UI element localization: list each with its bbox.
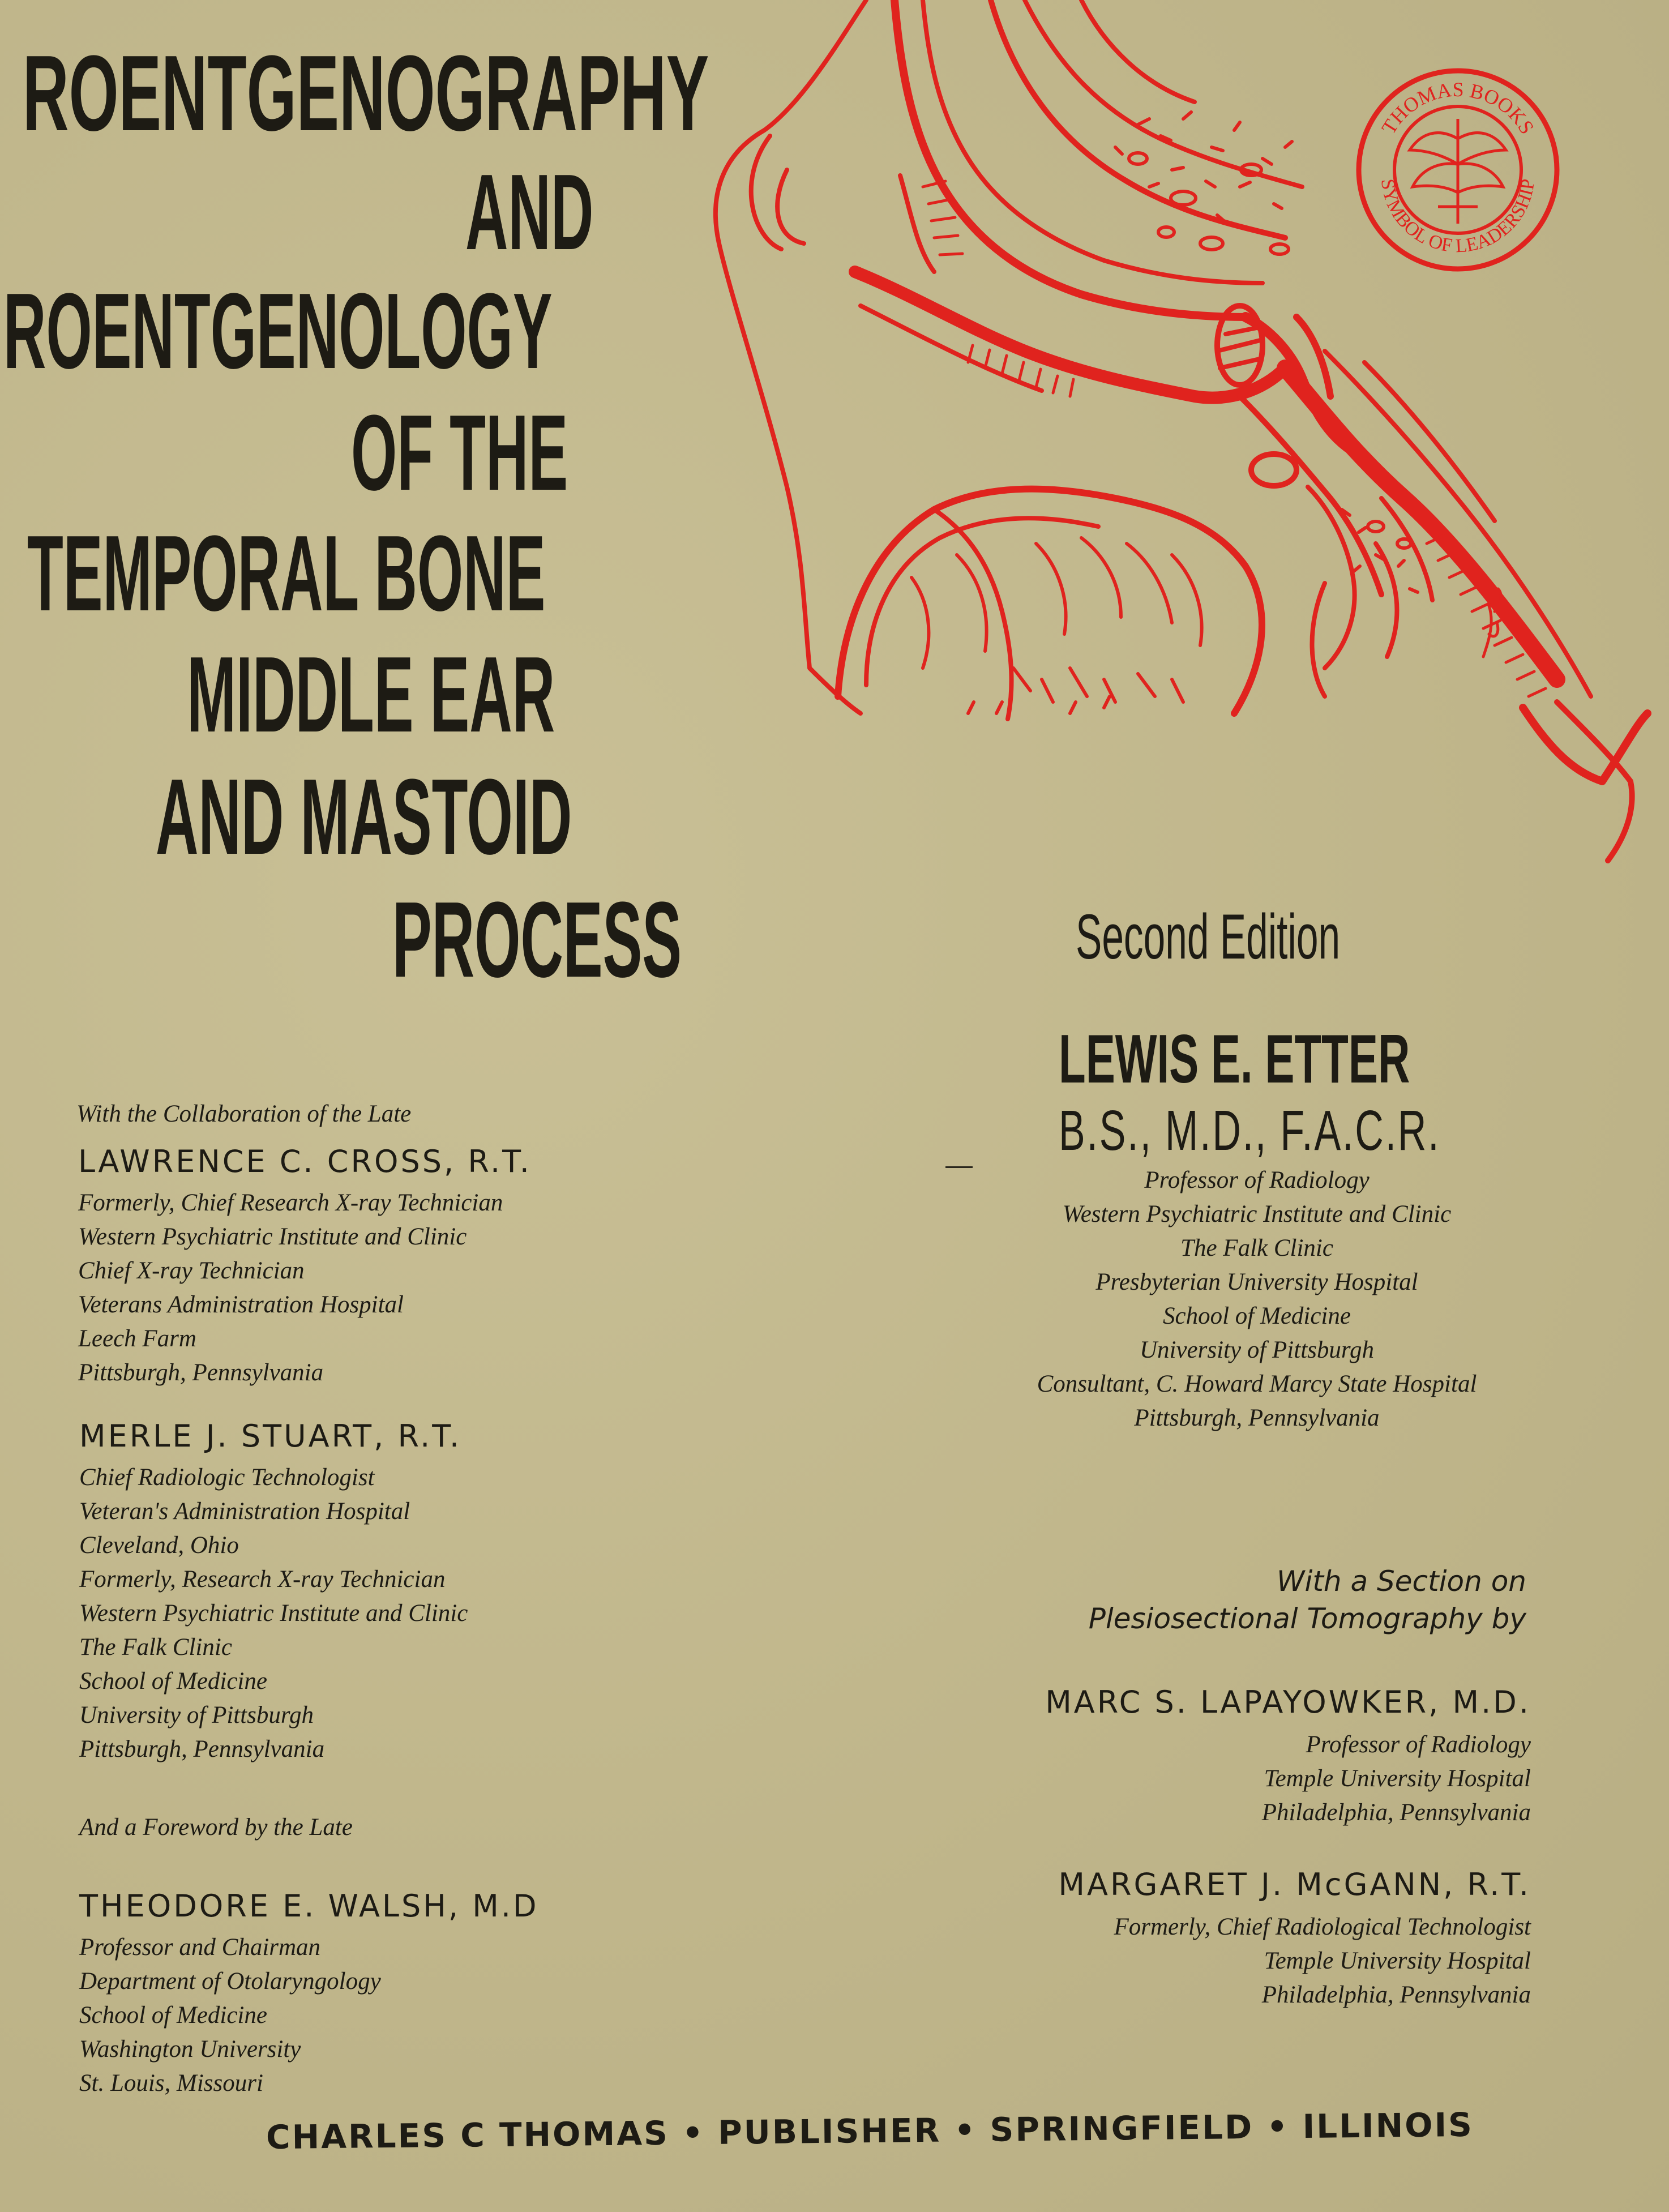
credential-line: Cleveland, Ohio [79,1532,239,1559]
collaborator-name: LAWRENCE C. CROSS, R.T. [78,1144,532,1179]
foreword-author-name: THEODORE E. WALSH, M.D [79,1888,539,1924]
credential-line: St. Louis, Missouri [79,2070,263,2097]
credential-line: Temple University Hospital [1264,1948,1531,1974]
credential-line: Formerly, Chief Radiological Technologist [1114,1914,1531,1940]
credential-line: Philadelphia, Pennsylvania [1261,1982,1531,2008]
contributor-mcgann [1058,1869,1531,2012]
credential-line: Formerly, Chief Research X-ray Technician [78,1190,503,1216]
thomas-books-seal [1353,65,1563,275]
section-intro [1089,1563,1526,1637]
credential-line: Department of Otolaryngology [79,1968,381,1995]
title-line-8: PROCESS [392,880,682,1000]
contributor-name: MARC S. LAPAYOWKER, M.D. [1045,1684,1531,1720]
collaborator-name: MERLE J. STUART, R.T. [79,1418,461,1454]
credential-line: School of Medicine [79,2002,267,2029]
collaborator-stuart [79,1418,468,1766]
credential-line: Pittsburgh, Pennsylvania [79,1736,325,1762]
credential-line: Veteran's Administration Hospital [79,1498,410,1525]
credential-line: The Falk Clinic [79,1634,232,1661]
seal-top-text: THOMAS BOOKS [1377,78,1539,138]
collaboration-intro [76,1097,411,1131]
title-line-4: OF THE [351,393,568,513]
author-degrees: B.S., M.D., F.A.C.R. [1059,1099,1441,1162]
credential-line: Temple University Hospital [1264,1765,1531,1792]
affiliation-line: Western Psychiatric Institute and Clinic [1062,1201,1452,1227]
title-line-5: TEMPORAL BONE [27,514,546,634]
affiliation-line: Professor of Radiology [1144,1167,1370,1193]
credential-line: Formerly, Research X-ray Technician [79,1566,446,1593]
title-line-1: ROENTGENOGRAPHY [23,33,709,153]
credential-line: Western Psychiatric Institute and Clinic [78,1223,467,1250]
publisher-line: CHARLES C THOMAS • PUBLISHER • SPRINGFIELD • ILLINOIS [266,2105,1474,2157]
seal-bottom-text: SYMBOL OF LEADERSHIP [1376,177,1539,257]
foreword-author [79,1888,539,2100]
title-line-6: MIDDLE EAR [187,635,555,755]
credential-line: Western Psychiatric Institute and Clinic [79,1600,468,1627]
credential-line: Pittsburgh, Pennsylvania [78,1359,324,1386]
credential-line: Professor of Radiology [1306,1731,1531,1758]
credential-line: Philadelphia, Pennsylvania [1261,1799,1531,1826]
title-line-3: ROENTGENOLOGY [3,271,553,391]
affiliation-line: Consultant, C. Howard Marcy State Hospital [1037,1371,1477,1397]
edition-label: Second Edition [1076,901,1341,972]
credential-line: University of Pittsburgh [79,1702,314,1728]
credential-line: Professor and Chairman [79,1934,321,1961]
credential-line: Veterans Administration Hospital [78,1291,404,1318]
credential-line: Chief Radiologic Technologist [79,1464,375,1491]
contributor-lapayowker [1045,1684,1531,1830]
collaborator-cross [78,1146,532,1390]
contributor-name: MARGARET J. McGANN, R.T. [1058,1867,1531,1902]
section-intro-line: Plesiosectional Tomography by [1088,1602,1526,1635]
affiliation-line: School of Medicine [1163,1303,1351,1329]
collaboration-intro-text: With the Collaboration of the Late [76,1101,412,1127]
affiliation-line: Pittsburgh, Pennsylvania [1134,1405,1380,1431]
affiliation-line: Presbyterian University Hospital [1095,1269,1418,1295]
author-affiliations [974,1163,1540,1435]
title-line-2: AND [465,152,594,272]
foreword-intro-text: And a Foreword by the Late [79,1814,353,1841]
divider-dash [945,1166,973,1168]
affiliation-line: University of Pittsburgh [1139,1337,1375,1363]
credential-line: School of Medicine [79,1668,267,1695]
affiliation-line: The Falk Clinic [1180,1235,1333,1261]
foreword-intro [79,1811,353,1845]
credential-line: Leech Farm [78,1325,196,1352]
credential-line: Chief X-ray Technician [78,1257,305,1284]
credential-line: Washington University [79,2036,301,2063]
author-name: LEWIS E. ETTER [1059,1020,1410,1097]
title-line-7: AND MASTOID [156,757,572,877]
section-intro-line: With a Section on [1277,1565,1526,1598]
